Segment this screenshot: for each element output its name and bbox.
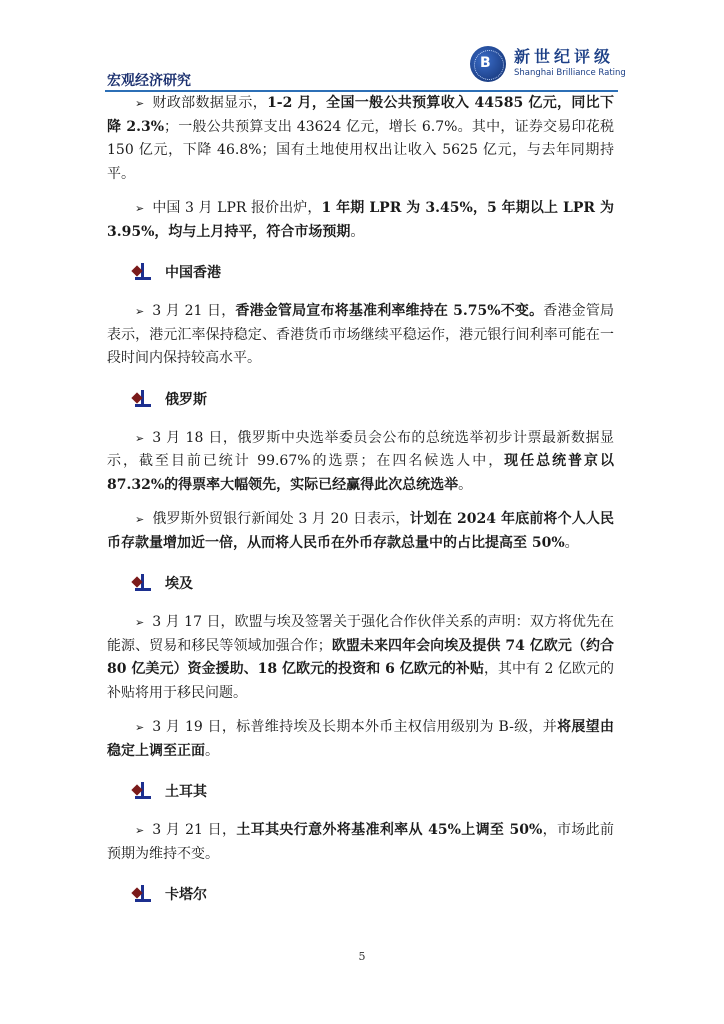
emphasis-text: 计划在 2024 年底前将个人人民币存款量增加近一倍，从而将人民币在外币存款总量中的占比提高至 50% <box>107 511 614 551</box>
bullet-paragraph <box>107 197 614 244</box>
paragraph-text: 。 <box>458 476 473 493</box>
heading-title: 埃及 <box>165 576 193 592</box>
brand-logo <box>470 44 626 84</box>
emphasis-text: 香港金管局宣布将基准利率维持在 5.75%不变。 <box>235 303 544 319</box>
bullet-paragraph <box>107 508 614 555</box>
heading-marker-icon <box>135 574 155 592</box>
section-heading <box>107 252 614 292</box>
section-label: 宏观经济研究 <box>107 73 191 89</box>
document-body <box>107 92 614 922</box>
bullet-arrow-icon: ➢ <box>135 616 145 629</box>
bullet-arrow-icon: ➢ <box>135 97 145 110</box>
paragraph-text: 3 月 18 日，俄罗斯中央选举委员会公布的总统选举初步计票最新数据显示，截至目前已统计 99.67%的选票；在四名候选人中， <box>107 429 614 469</box>
section-heading <box>107 379 614 419</box>
bullet-arrow-icon: ➢ <box>135 305 145 318</box>
bullet-paragraph <box>107 300 614 371</box>
heading-title: 卡塔尔 <box>165 887 207 903</box>
emphasis-text: 土耳其央行意外将基准利率从 45%上调至 50% <box>236 822 543 838</box>
logo-english-name: Shanghai Brilliance Rating <box>514 68 626 78</box>
emphasis-text: 现任总统普京以 87.32%的得票率大幅领先，实际已经赢得此次总统选举 <box>107 453 614 493</box>
paragraph-text: 3 月 17 日，欧盟与埃及签署关于强化合作伙伴关系的声明：双方将优先在能源、贸易和移民等领域加强合作； <box>107 614 614 654</box>
heading-marker-icon <box>135 263 155 281</box>
section-heading <box>107 874 614 914</box>
bullet-arrow-icon: ➢ <box>135 513 145 526</box>
paragraph-text: 。 <box>205 742 219 759</box>
paragraph-text: ，市场此前预期为维持不变。 <box>107 822 614 862</box>
bullet-arrow-icon: ➢ <box>135 824 145 837</box>
bullet-paragraph <box>107 427 614 498</box>
emphasis-text: 1 年期 LPR 为 3.45%，5 年期以上 LPR 为 3.95%，均与上月持平，符合市场预期 <box>107 200 615 240</box>
heading-marker-icon <box>135 782 155 800</box>
emphasis-text: 将展望由稳定上调至正面 <box>107 719 614 759</box>
bullet-paragraph <box>107 92 614 186</box>
bullet-paragraph <box>107 819 614 866</box>
logo-chinese-name: 新世纪评级 <box>514 47 615 66</box>
heading-marker-icon <box>135 885 155 903</box>
logo-emblem-icon: B <box>470 46 506 82</box>
emphasis-text: 欧盟未来四年会向埃及提供 74 亿欧元（约合 80 亿美元）资金援助、18 亿欧元的投资和 6 亿欧元的补贴 <box>107 637 615 677</box>
emphasis-text: 1-2 月，全国一般公共预算收入 44585 亿元，同比下降 2.3% <box>107 95 614 135</box>
paragraph-text: 3 月 21 日， <box>152 822 237 838</box>
paragraph-text: 3 月 21 日， <box>152 303 236 319</box>
paragraph-text: 香港金管局表示，港元汇率保持稳定、香港货币市场继续平稳运作，港元银行间利率可能在一段时间内保持较高水平。 <box>107 303 615 366</box>
paragraph-text: 。 <box>350 223 365 240</box>
page-number: 5 <box>358 950 366 963</box>
paragraph-text: 3 月 19 日，标普维持埃及长期本外币主权信用级别为 B-级，并 <box>152 719 558 735</box>
heading-title: 土耳其 <box>165 784 207 800</box>
bullet-paragraph <box>107 611 614 705</box>
bullet-paragraph <box>107 716 614 763</box>
section-heading <box>107 563 614 603</box>
paragraph-text: 俄罗斯外贸银行新闻处 3 月 20 日表示， <box>152 511 410 527</box>
section-heading <box>107 771 614 811</box>
paragraph-text: 。 <box>564 534 579 551</box>
paragraph-text: 中国 3 月 LPR 报价出炉， <box>152 200 322 216</box>
bullet-arrow-icon: ➢ <box>135 721 145 734</box>
bullet-arrow-icon: ➢ <box>135 202 145 215</box>
paragraph-text: ；一般公共预算支出 43624 亿元，增长 6.7%。其中，证券交易印花税 150 亿元，下降 46.8%；国有土地使用权出让收入 5625 亿元，与去年同期持平。 <box>107 118 614 182</box>
heading-title: 俄罗斯 <box>165 391 207 408</box>
heading-title: 中国香港 <box>165 265 221 281</box>
heading-marker-icon <box>135 390 155 408</box>
paragraph-text: ，其中有 2 亿欧元的补贴将用于移民问题。 <box>107 661 614 701</box>
paragraph-text: 财政部数据显示， <box>152 95 268 111</box>
bullet-arrow-icon: ➢ <box>135 431 145 445</box>
